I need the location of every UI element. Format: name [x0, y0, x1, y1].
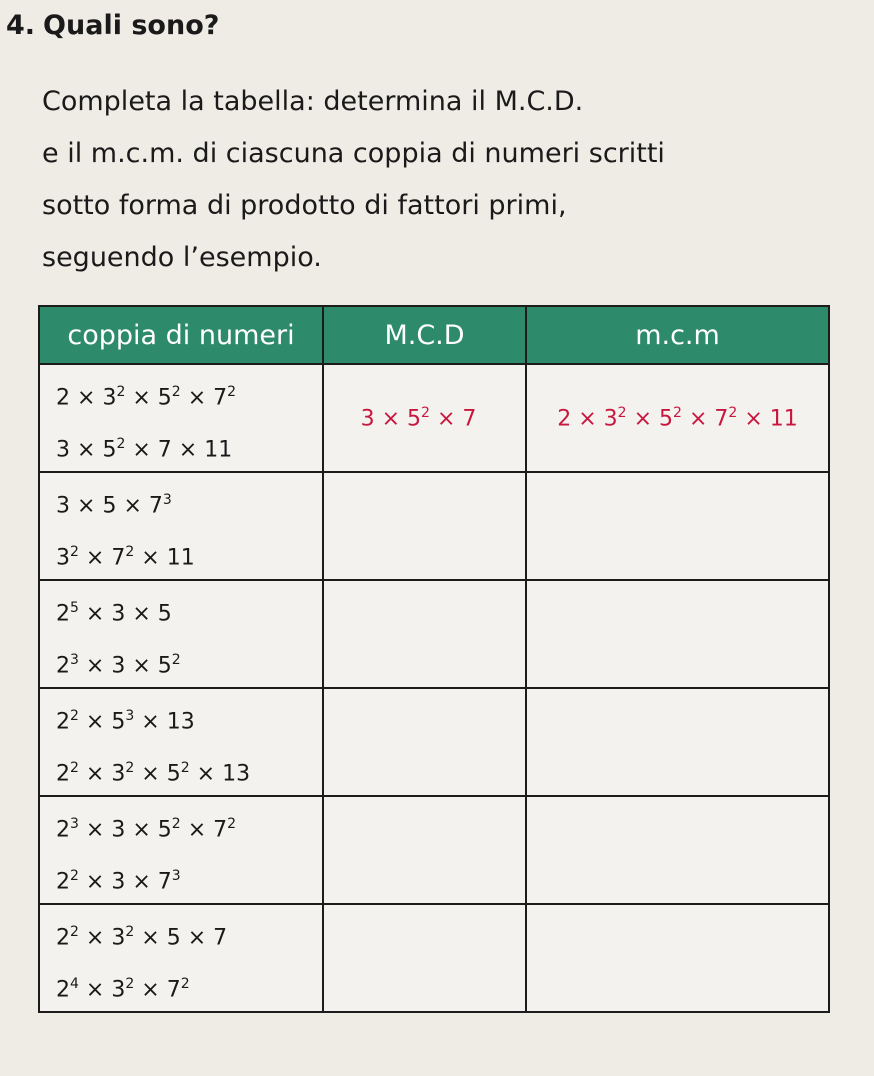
second-number: $3^2 \times 7^2 \times 11$	[56, 544, 195, 571]
pair-cell	[39, 472, 323, 580]
mcd-answer[interactable]	[323, 580, 526, 688]
exercise-title	[6, 10, 219, 41]
header-mcm: m.c.m	[526, 306, 829, 364]
mcd-answer[interactable]	[323, 688, 526, 796]
mcm-answer[interactable]	[526, 580, 829, 688]
instruction-line: seguendo l’esempio.	[42, 242, 322, 273]
table-row	[39, 364, 829, 472]
mcm-answer[interactable]	[526, 904, 829, 1012]
second-number: $3 \times 5^2 \times 7 \times 11$	[56, 436, 233, 463]
exercise-heading: Quali sono?	[43, 10, 220, 41]
table-row	[39, 472, 829, 580]
first-number: $2^2 \times 3^2 \times 5 \times 7$	[56, 924, 228, 951]
factor-table	[38, 305, 830, 1013]
instruction-line: e il m.c.m. di ciascuna coppia di numeri scritti	[42, 138, 665, 169]
pair-cell	[39, 688, 323, 796]
first-number: $2^3 \times 3 \times 5^2 \times 7^2$	[56, 816, 237, 843]
instructions	[42, 76, 762, 284]
mcm-answer[interactable]	[526, 796, 829, 904]
table-row	[39, 688, 829, 796]
second-number: $2^2 \times 3 \times 7^3$	[56, 868, 181, 895]
mcd-answer[interactable]	[323, 796, 526, 904]
mcd-answer[interactable]: $3 \times 5^2 \times 7$	[323, 364, 526, 472]
table-row	[39, 580, 829, 688]
mcm-answer[interactable]	[526, 688, 829, 796]
pair-cell	[39, 904, 323, 1012]
table-header-row	[39, 306, 829, 364]
first-number: $2 \times 3^2 \times 5^2 \times 7^2$	[56, 384, 237, 411]
header-pair: coppia di numeri	[39, 306, 323, 364]
mcd-answer[interactable]	[323, 904, 526, 1012]
pair-cell	[39, 796, 323, 904]
table-row	[39, 796, 829, 904]
second-number: $2^2 \times 3^2 \times 5^2 \times 13$	[56, 760, 251, 787]
pair-cell	[39, 580, 323, 688]
first-number: $2^5 \times 3 \times 5$	[56, 600, 172, 627]
first-number: $2^2 \times 5^3 \times 13$	[56, 708, 195, 735]
mcm-answer[interactable]: $2 \times 3^2 \times 5^2 \times 7^2 \times 11$	[526, 364, 829, 472]
exercise-number: 4.	[6, 10, 36, 41]
pair-cell	[39, 364, 323, 472]
second-number: $2^4 \times 3^2 \times 7^2$	[56, 976, 190, 1003]
table-row	[39, 904, 829, 1012]
first-number: $3 \times 5 \times 7^3$	[56, 492, 172, 519]
instruction-line: sotto forma di prodotto di fattori primi,	[42, 190, 567, 221]
mcm-answer[interactable]	[526, 472, 829, 580]
instruction-line: Completa la tabella: determina il M.C.D.	[42, 86, 584, 117]
second-number: $2^3 \times 3 \times 5^2$	[56, 652, 181, 679]
mcd-answer[interactable]	[323, 472, 526, 580]
header-mcd: M.C.D	[323, 306, 526, 364]
